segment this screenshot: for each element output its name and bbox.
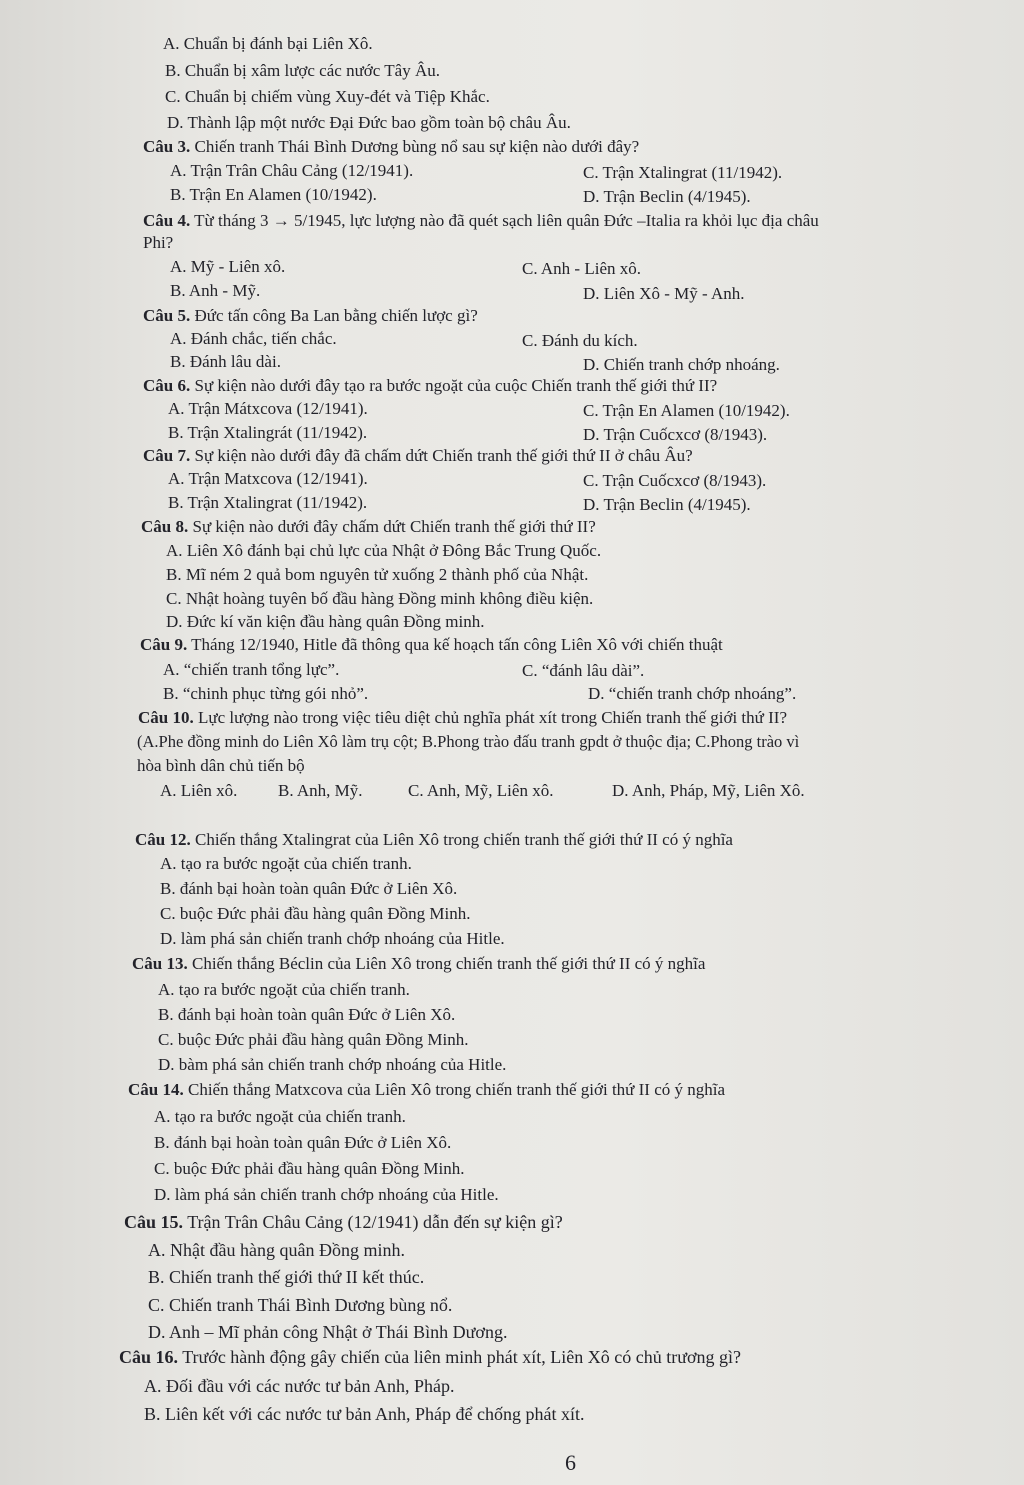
question-label: Câu 12.: [135, 830, 191, 849]
question-13: [132, 953, 705, 975]
option-b: B. Mĩ ném 2 quả bom nguyên tử xuống 2 thành phố của Nhật.: [166, 565, 589, 584]
option-d: D. “chiến tranh chớp nhoáng”.: [588, 684, 797, 703]
question-text: Chiến thắng Matxcova của Liên Xô trong chiến tranh thế giới thứ II có ý nghĩa: [183, 1080, 726, 1099]
question-text: Tháng 12/1940, Hitle đã thông qua kế hoạch tấn công Liên Xô với chiến thuật: [187, 635, 723, 654]
option-d: D. bàm phá sản chiến tranh chớp nhoáng của Hitle.: [158, 1055, 507, 1074]
question-text: Sự kiện nào dưới đây chấm dứt Chiến tranh thế giới thứ II?: [188, 517, 596, 536]
question-label: Câu 5.: [143, 306, 191, 325]
option-b: B. Trận En Alamen (10/1942).: [170, 185, 377, 204]
option-b: B. Anh - Mỹ.: [170, 281, 261, 300]
question-10: [138, 707, 787, 729]
option-b: B. Anh, Mỹ.: [278, 781, 363, 800]
option-d: D. làm phá sản chiến tranh chớp nhoáng của Hitle.: [154, 1185, 499, 1204]
question-9: [140, 634, 723, 656]
question-4: [143, 210, 819, 232]
option-a: A. Nhật đầu hàng quân Đồng minh.: [148, 1240, 405, 1260]
answer-line: D. Thành lập một nước Đại Đức bao gồm toàn bộ châu Âu.: [167, 113, 571, 132]
question-3: [143, 136, 639, 158]
option-a: A. Trận Trân Châu Cảng (12/1941).: [170, 161, 414, 180]
question-14: [128, 1079, 725, 1101]
option-d: D. Anh, Pháp, Mỹ, Liên Xô.: [612, 781, 805, 800]
option-b: B. Trận Xtalingrát (11/1942).: [168, 423, 368, 442]
question-text: Sự kiện nào dưới đây tạo ra bước ngoặt của cuộc Chiến tranh thế giới thứ II?: [190, 376, 718, 395]
option-b: B. Liên kết với các nước tư bản Anh, Pháp để chống phát xít.: [144, 1404, 585, 1424]
option-c: C. Chiến tranh Thái Bình Dương bùng nổ.: [148, 1295, 453, 1315]
option-b: B. đánh bại hoàn toàn quân Đức ở Liên Xô.: [160, 879, 458, 898]
option-d: D. Liên Xô - Mỹ - Anh.: [583, 284, 745, 303]
question-text: Chiến thắng Béclin của Liên Xô trong chiến tranh thế giới thứ II có ý nghĩa: [187, 954, 706, 973]
question-10-cont: hòa bình dân chủ tiến bộ: [137, 756, 305, 775]
question-10-cont: (A.Phe đồng minh do Liên Xô làm trụ cột; B.Phong trào đấu tranh gpdt ở thuộc địa; C.Phong trào vì: [137, 732, 800, 751]
option-d: D. làm phá sản chiến tranh chớp nhoáng của Hitle.: [160, 929, 505, 948]
option-b: B. “chinh phục từng gói nhỏ”.: [163, 684, 369, 703]
option-c: C. Anh, Mỹ, Liên xô.: [408, 781, 554, 800]
question-8: [141, 516, 596, 538]
option-a: A. Đánh chắc, tiến chắc.: [170, 329, 337, 348]
option-a: A. Đối đầu với các nước tư bản Anh, Pháp.: [144, 1376, 455, 1396]
question-label: Câu 13.: [132, 954, 188, 973]
option-c: C. buộc Đức phải đầu hàng quân Đồng Minh.: [154, 1159, 465, 1178]
option-d: D. Chiến tranh chớp nhoáng.: [583, 355, 780, 374]
question-label: Câu 8.: [141, 517, 189, 536]
option-b: B. Đánh lâu dài.: [170, 352, 281, 371]
question-text: Đức tấn công Ba Lan bằng chiến lược gì?: [190, 306, 478, 325]
question-label: Câu 3.: [143, 137, 191, 156]
option-c: C. Nhật hoàng tuyên bố đầu hàng Đồng minh không điều kiện.: [166, 589, 594, 608]
option-a: A. “chiến tranh tổng lực”.: [163, 660, 340, 679]
question-text: Trận Trân Châu Cảng (12/1941) dẫn đến sự kiện gì?: [183, 1212, 563, 1232]
question-6: [143, 375, 717, 397]
option-b: B. đánh bại hoàn toàn quân Đức ở Liên Xô.: [158, 1005, 456, 1024]
option-c: C. Trận Cuốcxcơ (8/1943).: [583, 471, 767, 490]
question-label: Câu 6.: [143, 376, 191, 395]
question-7: [143, 445, 693, 467]
question-text: Từ tháng 3 → 5/1945, lực lượng nào đã quét sạch liên quân Đức –Italia ra khỏi lục địa châu: [190, 211, 819, 230]
page-number: 6: [565, 1450, 576, 1475]
option-d: D. Đức kí văn kiện đầu hàng quân Đồng minh.: [166, 612, 485, 631]
option-a: A. tạo ra bước ngoặt của chiến tranh.: [160, 854, 412, 873]
answer-line: B. Chuẩn bị xâm lược các nước Tây Âu.: [165, 61, 440, 80]
question-15: [124, 1211, 563, 1233]
option-c: C. Anh - Liên xô.: [522, 259, 641, 278]
question-label: Câu 16.: [119, 1347, 179, 1367]
option-d: D. Trận Cuốcxcơ (8/1943).: [583, 425, 768, 444]
question-label: Câu 15.: [124, 1212, 184, 1232]
option-a: A. tạo ra bước ngoặt của chiến tranh.: [154, 1107, 406, 1126]
question-text: Sự kiện nào dưới đây đã chấm dứt Chiến tranh thế giới thứ II ở châu Âu?: [190, 446, 693, 465]
question-text: Lực lượng nào trong việc tiêu diệt chủ nghĩa phát xít trong Chiến tranh thế giới thứ II?: [193, 708, 787, 727]
option-b: B. Chiến tranh thế giới thứ II kết thúc.: [148, 1267, 425, 1287]
option-c: C. Trận Xtalingrat (11/1942).: [583, 163, 783, 182]
option-d: D. Trận Beclin (4/1945).: [583, 187, 751, 206]
option-b: B. đánh bại hoàn toàn quân Đức ở Liên Xô.: [154, 1133, 452, 1152]
option-c: C. “đánh lâu dài”.: [522, 661, 645, 680]
option-a: A. Trận Mátxcova (12/1941).: [168, 399, 368, 418]
question-text: Chiến tranh Thái Bình Dương bùng nổ sau sự kiện nào dưới đây?: [190, 137, 640, 156]
question-16: [119, 1346, 741, 1368]
question-5: [143, 305, 478, 327]
option-d: D. Anh – Mĩ phản công Nhật ở Thái Bình Dương.: [148, 1322, 508, 1342]
option-a: A. Liên xô.: [160, 781, 238, 800]
answer-line: C. Chuẩn bị chiếm vùng Xuy-đét và Tiệp Khắc.: [165, 87, 490, 106]
option-c: C. Đánh du kích.: [522, 331, 638, 350]
option-c: C. buộc Đức phải đầu hàng quân Đồng Minh.: [158, 1030, 469, 1049]
question-label: Câu 9.: [140, 635, 188, 654]
question-label: Câu 4.: [143, 211, 191, 230]
option-c: C. buộc Đức phải đầu hàng quân Đồng Minh.: [160, 904, 471, 923]
option-a: A. tạo ra bước ngoặt của chiến tranh.: [158, 980, 410, 999]
answer-line: A. Chuẩn bị đánh bại Liên Xô.: [163, 34, 373, 53]
question-text: Trước hành động gây chiến của liên minh phát xít, Liên Xô có chủ trương gì?: [178, 1347, 741, 1367]
option-a: A. Trận Matxcova (12/1941).: [168, 469, 368, 488]
question-text: Chiến thắng Xtalingrat của Liên Xô trong chiến tranh thế giới thứ II có ý nghĩa: [190, 830, 733, 849]
option-a: A. Mỹ - Liên xô.: [170, 257, 286, 276]
question-4-cont: Phi?: [143, 233, 174, 252]
option-a: A. Liên Xô đánh bại chủ lực của Nhật ở Đông Bắc Trung Quốc.: [166, 541, 602, 560]
question-12: [135, 829, 733, 851]
option-c: C. Trận En Alamen (10/1942).: [583, 401, 790, 420]
option-d: D. Trận Beclin (4/1945).: [583, 495, 751, 514]
question-label: Câu 14.: [128, 1080, 184, 1099]
question-label: Câu 7.: [143, 446, 191, 465]
option-b: B. Trận Xtalingrat (11/1942).: [168, 493, 368, 512]
question-label: Câu 10.: [138, 708, 194, 727]
